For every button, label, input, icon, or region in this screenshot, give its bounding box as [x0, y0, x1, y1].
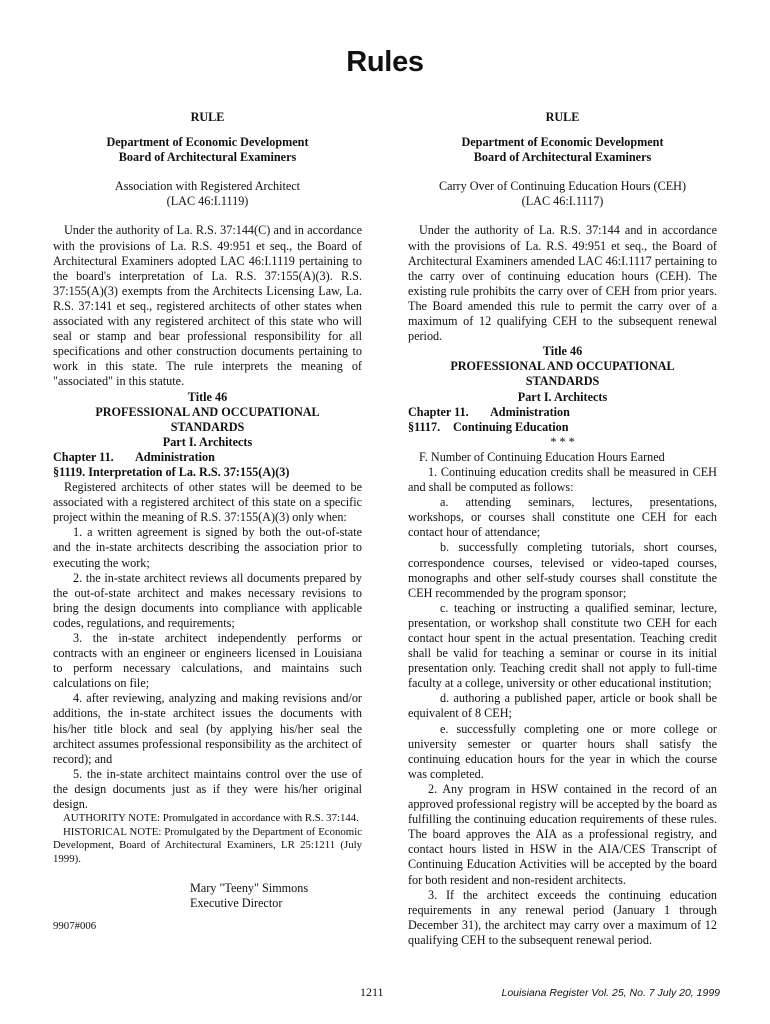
sub-list-item: c. teaching or instructing a qualified seminar, lecture, presentation, or workshop shall constitute two CEH for each contact hour spent in the actual presentation. Teaching credit shall be valid for teaching a seminar or course in its initial presentation only. Teaching credit shall not apply to full-time faculty at a college, university or other educational institution;	[408, 600, 717, 691]
part-heading: Part I. Architects	[162, 434, 253, 449]
title-number: Title 46	[187, 389, 228, 404]
sub-list-item: b. successfully completing tutorials, short courses, correspondence courses, televised or video-taped courses, monographs and other self-study courses shall constitute the CEH recommended by the program sponsor;	[408, 540, 717, 600]
list-item: 4. after reviewing, analyzing and making revisions and/or additions, the in-state architect issues the documents with his/her title block and seal (by applying his/her seal the architect assumes professional responsibility as the architect of record); and	[53, 691, 362, 766]
department-name: Department of Economic Development	[461, 135, 664, 150]
register-citation: Louisiana Register Vol. 25, No. 7 July 20, 1999	[501, 987, 720, 999]
page-title: Rules	[346, 46, 424, 78]
intro-paragraph: Under the authority of La. R.S. 37:144(C) and in accordance with the provisions of La. R.S. 49:951 et seq., the Board of Architectural Examiners adopted LAC 46:I.1119 pertaining to the board's interpretation of La. R.S. 37:155(A)(3). R.S. 37:155(A)(3) exempts from the Architects Licensing Law, La. R.S. 37:141 et seq., registered architects of other states when associated with any registered architect of this state who will seal or stamp and bear professional responsibility for all specifications and other construction documents pertaining to work in this state. The rule interprets the meaning of "associated" in this statute.	[53, 223, 362, 389]
rule-citation: (LAC 46:I.1117)	[521, 194, 604, 209]
rule-heading: RULE	[545, 110, 580, 124]
chapter-number: Chapter 11.	[53, 449, 114, 464]
title-name: PROFESSIONAL AND OCCUPATIONAL	[450, 359, 675, 374]
title-name: PROFESSIONAL AND OCCUPATIONAL	[95, 404, 320, 419]
section-heading	[408, 420, 717, 435]
list-item: 3. the in-state architect independently performs or contracts with an engineer or engineers licensed in Louisiana to perform necessary calculations, and maintains such calculations on file;	[53, 631, 362, 691]
chapter-name: Administration	[490, 404, 570, 419]
board-name: Board of Architectural Examiners	[473, 150, 652, 165]
chapter-heading	[408, 405, 717, 420]
section-intro: Registered architects of other states will be deemed to be associated with a registered architect of this state on a specific project within the meaning of R.S. 37:155(A)(3) only when:	[53, 480, 362, 525]
title-name-cont: STANDARDS	[525, 374, 600, 389]
department-name: Department of Economic Development	[106, 135, 309, 150]
subsection-heading: F. Number of Continuing Education Hours Earned	[419, 449, 665, 464]
section-number: §1117.	[408, 419, 441, 434]
list-item: 3. If the architect exceeds the continuing education requirements in any renewal period (January 1 through December 31), the architect may carry over a maximum of 12 qualifying CEH to the subsequent renewal period.	[408, 887, 717, 947]
title-number: Title 46	[542, 344, 583, 359]
signer-title: Executive Director	[190, 895, 283, 910]
sub-list-item: e. successfully completing one or more college or university semester or quarter hours shall satisfy the continuing education hours for the year in which the course was completed.	[408, 721, 717, 781]
rule-subject: Carry Over of Continuing Education Hours (CEH)	[438, 179, 687, 194]
sub-list-item: d. authoring a published paper, article or book shall be equivalent of 8 CEH;	[408, 691, 717, 721]
historical-note: HISTORICAL NOTE: Promulgated by the Department of Economic Development, Board of Architectural Examiners, LR 25:1211 (July 1999).	[53, 825, 362, 865]
list-item: 2. Any program in HSW contained in the record of an approved professional registry will be accepted by the board as fulfilling the continuing education requirements of these rules. The board approves the AIA as a professional registry, and contact hours listed in HSW in the AIA/CES Transcript of Continuing Education Activities will be accepted by the board for both resident and non-resident architects.	[408, 781, 717, 887]
list-item: 2. the in-state architect reviews all documents prepared by the out-of-state architect and makes necessary revisions to bring the design documents into compliance with applicable codes, regulations, and requirements;	[53, 570, 362, 630]
chapter-number: Chapter 11.	[408, 404, 469, 419]
board-name: Board of Architectural Examiners	[118, 150, 297, 165]
left-column	[53, 110, 362, 934]
list-item: 1. a written agreement is signed by both the out-of-state and the in-state architects describing the association prior to executing the work;	[53, 525, 362, 570]
authority-note: AUTHORITY NOTE: Promulgated in accordance with R.S. 37:144.	[63, 812, 359, 825]
part-heading: Part I. Architects	[517, 389, 608, 404]
omission-stars: * * *	[550, 434, 575, 449]
document-number: 9907#006	[53, 919, 97, 932]
chapter-name: Administration	[135, 449, 215, 464]
rule-subject: Association with Registered Architect	[114, 179, 301, 194]
chapter-heading	[53, 450, 362, 465]
page-number: 1211	[360, 985, 384, 999]
right-column	[408, 110, 717, 948]
list-item: 1. Continuing education credits shall be measured in CEH and shall be computed as follows:	[408, 464, 717, 495]
section-name: Continuing Education	[453, 419, 569, 434]
title-name-cont: STANDARDS	[170, 419, 245, 434]
rule-heading: RULE	[190, 110, 225, 124]
rule-citation: (LAC 46:I.1119)	[166, 194, 249, 209]
section-heading: §1119. Interpretation of La. R.S. 37:155(A)(3)	[53, 464, 290, 479]
list-item: 5. the in-state architect maintains control over the use of the design documents just as if they were his/her original design.	[53, 766, 362, 812]
intro-paragraph: Under the authority of La. R.S. 37:144 and in accordance with the provisions of La. R.S. 49:951 et seq., the Board of Architectural Examiners amended LAC 46:I.1117 pertaining to the carry over of continuing education hours (CEH). The existing rule prohibits the carry over of CEH from prior years. The Board amended this rule to permit the carry over of a maximum of 12 qualifying CEH to the subsequent renewal period.	[408, 223, 717, 344]
sub-list-item: a. attending seminars, lectures, presentations, workshops, or courses shall constitute one CEH for each contact hour of attendance;	[408, 495, 717, 540]
signer-name: Mary "Teeny" Simmons	[190, 880, 309, 895]
